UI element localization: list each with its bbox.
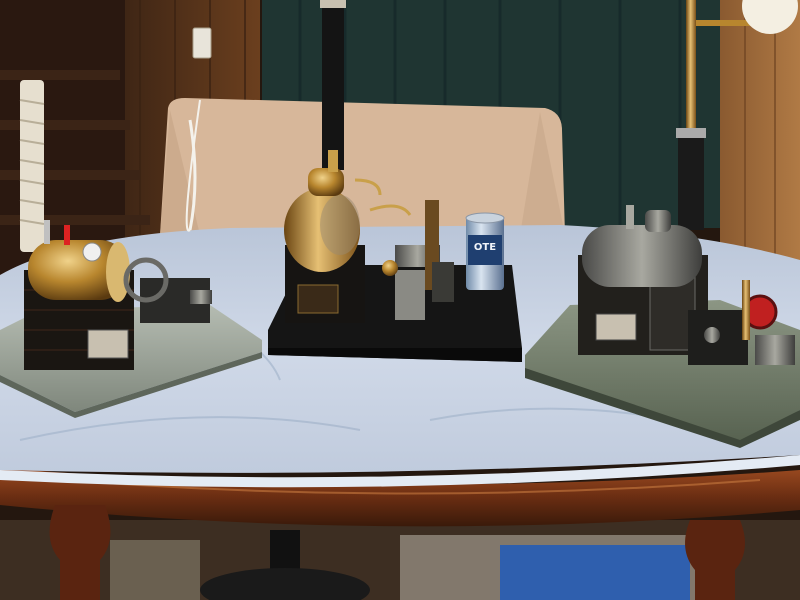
can-label: OTE [473, 242, 497, 253]
right-engine-chimney [678, 130, 704, 230]
middle-engine-chimney [322, 0, 344, 170]
lamp-pole [686, 0, 696, 150]
left-engine-chimney [20, 80, 44, 252]
blue-crate [500, 545, 690, 600]
wall-outlet [193, 28, 211, 58]
beverage-can [466, 213, 504, 290]
chair-covered [160, 98, 565, 235]
right-engine-boiler [582, 225, 702, 287]
wood-panel-right [720, 0, 800, 270]
table [0, 468, 800, 600]
